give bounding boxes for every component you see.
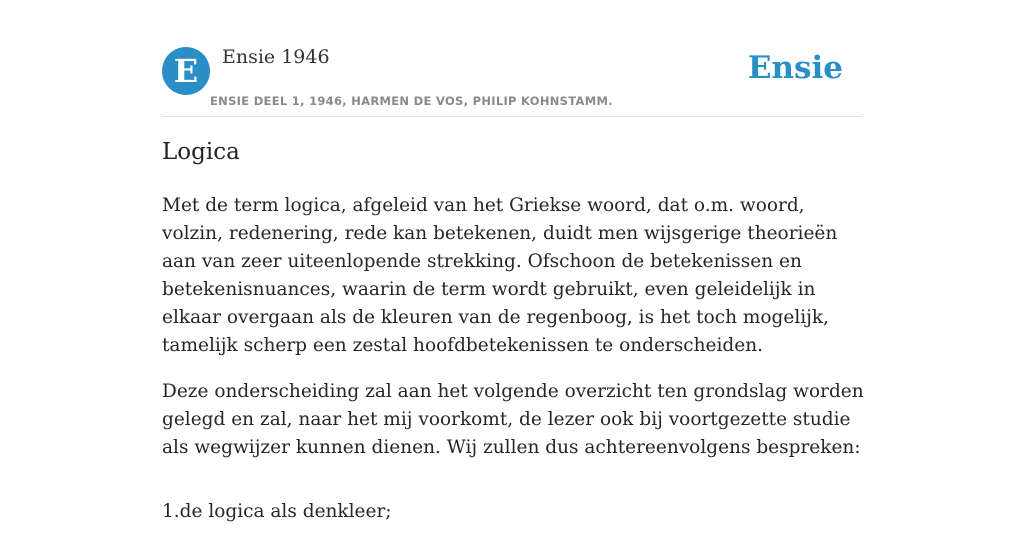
book-title[interactable]: Ensie 1946 <box>222 46 330 68</box>
article-body <box>162 192 867 544</box>
brand-logo[interactable]: Ensie <box>747 50 843 86</box>
ensie-logo-icon[interactable]: E <box>162 47 210 95</box>
article-title: Logica <box>162 139 240 165</box>
book-meta: ENSIE DEEL 1, 1946, HARMEN DE VOS, PHILIP KOHNSTAMM. <box>210 94 613 108</box>
paragraph: Met de term logica, afgeleid van het Griekse woord, dat o.m. woord, volzin, redenering, rede kan betekenen, duidt men wijsgerige theorieën aan van zeer uiteenlopende strekking. Ofschoon de betekenissen en betekenisnuances, waarin de term wordt gebruikt, even geleidelijk in elkaar overgaan als de kleuren van de regenboog, is het toch mogelijk, tamelijk scherp een zestal hoofdbetekenissen te onderscheiden. <box>162 195 838 356</box>
page-header <box>162 44 862 117</box>
list-item: 1.de logica als denkleer; <box>162 501 392 522</box>
paragraph: Deze onderscheiding zal aan het volgende overzicht ten grondslag worden gelegd en zal, naar het mij voorkomt, de lezer ook bij voortgezette studie als wegwijzer kunnen dienen. Wij zullen dus achtereenvolgens bespreken: <box>162 381 864 458</box>
